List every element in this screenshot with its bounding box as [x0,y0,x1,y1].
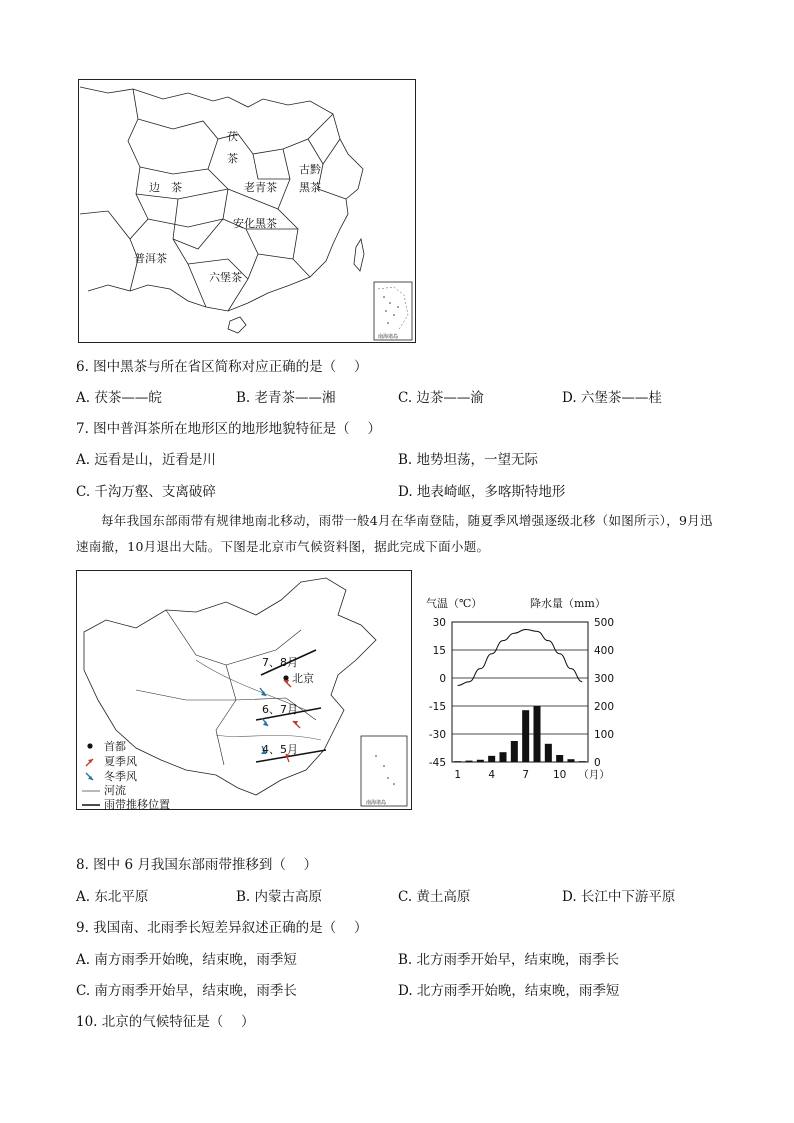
temp-tick-label: -30 [428,729,446,741]
legend-summer-monsoon: 夏季风 [104,755,137,768]
month-tick-label: 7 [522,769,530,781]
precip-bar [545,744,552,762]
q6-option-b[interactable]: B. 老青茶——湘 [236,390,336,406]
q8-option-a[interactable]: A. 东北平原 [76,889,149,905]
q7-option-c[interactable]: C. 千沟万壑、支离破碎 [76,484,216,500]
temp-tick-label: -45 [428,757,446,769]
precip-bar [488,756,495,762]
month-tick-label: 4 [488,769,496,781]
q6-option-c[interactable]: C. 边茶——渝 [398,390,484,406]
legend-winter-monsoon: 冬季风 [104,770,137,783]
map1-label-guqian: 古黔 [299,163,321,176]
temp-tick-label: 15 [432,645,446,657]
q8-option-b[interactable]: B. 内蒙古高原 [236,889,323,905]
precip-tick-label: 200 [594,701,615,713]
precip-bar [499,752,506,762]
question-10: 10. 北京的气候特征是（ ） [76,1014,255,1030]
q9-option-b[interactable]: B. 北方雨季开始早，结束晚，雨季长 [398,952,620,968]
inset-caption-1: 南海诸岛 [378,334,399,340]
map1-label-biancha: 边 茶 [149,181,182,194]
q7-option-b[interactable]: B. 地势坦荡，一望无际 [398,452,539,468]
temp-tick-label: -15 [428,701,446,713]
precip-bar [533,706,540,762]
precip-bar [567,759,574,762]
question-7: 7. 图中普洱茶所在地形区的地形地貌特征是（ ） [76,421,381,437]
precip-tick-label: 400 [594,645,615,657]
band-label-67: 6、7月 [262,703,298,716]
temperature-line [458,629,583,685]
rainbelt-map [76,570,412,810]
precip-bar [477,760,484,762]
city-beijing: 北京 [292,672,314,685]
band-label-78: 7、8月 [262,656,298,669]
q8-option-d[interactable]: D. 长江中下游平原 [562,889,676,905]
beijing-climate-chart [418,592,622,788]
temp-tick-label: 30 [432,617,446,629]
q9-option-c[interactable]: C. 南方雨季开始早，结束晚，雨季长 [76,983,297,999]
chart-title-left: 气温（℃） [426,597,483,610]
q6-option-d[interactable]: D. 六堡茶——桂 [562,390,662,406]
q7-option-d[interactable]: D. 地表崎岖，多喀斯特地形 [398,484,566,500]
question-9: 9. 我国南、北雨季长短差异叙述正确的是（ ） [76,920,368,936]
month-unit-label: （月） [578,769,610,781]
q8-option-c[interactable]: C. 黄土高原 [398,889,471,905]
precip-bar [579,761,586,762]
map1-label-cha: 茶 [227,152,238,165]
band-label-45: 4、5月 [262,743,298,756]
precip-tick-label: 500 [594,617,615,629]
tea-region-map [78,79,416,343]
legend-rainbelt: 雨带推移位置 [104,798,170,810]
legend-capital: 首都 [104,740,126,753]
question-6: 6. 图中黑茶与所在省区简称对应正确的是（ ） [76,359,368,375]
map1-label-laoqingcha: 老青茶 [244,181,277,194]
map1-label-puer: 普洱茶 [134,252,167,265]
precip-tick-label: 100 [594,729,615,741]
map1-label-heicha: 黑茶 [299,181,321,194]
temp-tick-label: 0 [439,673,446,685]
chart-title-right: 降水量（mm） [530,597,606,610]
month-tick-label: 1 [454,769,462,781]
inset-caption-2: 南海诸岛 [366,800,387,806]
plot-frame [452,622,588,762]
q9-option-a[interactable]: A. 南方雨季开始晚，结束晚，雨季短 [76,952,297,968]
question-8: 8. 图中 6 月我国东部雨带推移到（ ） [76,857,318,873]
map1-label-liubao: 六堡茶 [209,271,242,284]
q7-option-a[interactable]: A. 远看是山，近看是川 [76,452,216,468]
q9-option-d[interactable]: D. 北方雨季开始晚，结束晚，雨季短 [398,983,620,999]
map1-label-fu: 茯 [227,130,238,143]
precip-bar [511,741,518,762]
map1-label-anhua: 安化黑茶 [233,217,277,230]
month-tick-label: 10 [552,769,567,781]
passage-text: 每年我国东部雨带有规律地南北移动，雨带一般4月在华南登陆，随夏季风增强逐级北移（如图所示），9月迅速南撤，10月退出大陆。下图是北京市气候资料图，据此完成下面小题。 [76,513,713,554]
precip-bar [454,761,461,762]
precip-tick-label: 300 [594,673,615,685]
precip-tick-label: 0 [594,757,601,769]
precip-bar [556,755,563,762]
q6-option-a[interactable]: A. 茯茶——皖 [76,390,162,406]
precip-bar [522,710,529,762]
precip-bar [465,761,472,762]
legend-river: 河流 [104,784,126,797]
